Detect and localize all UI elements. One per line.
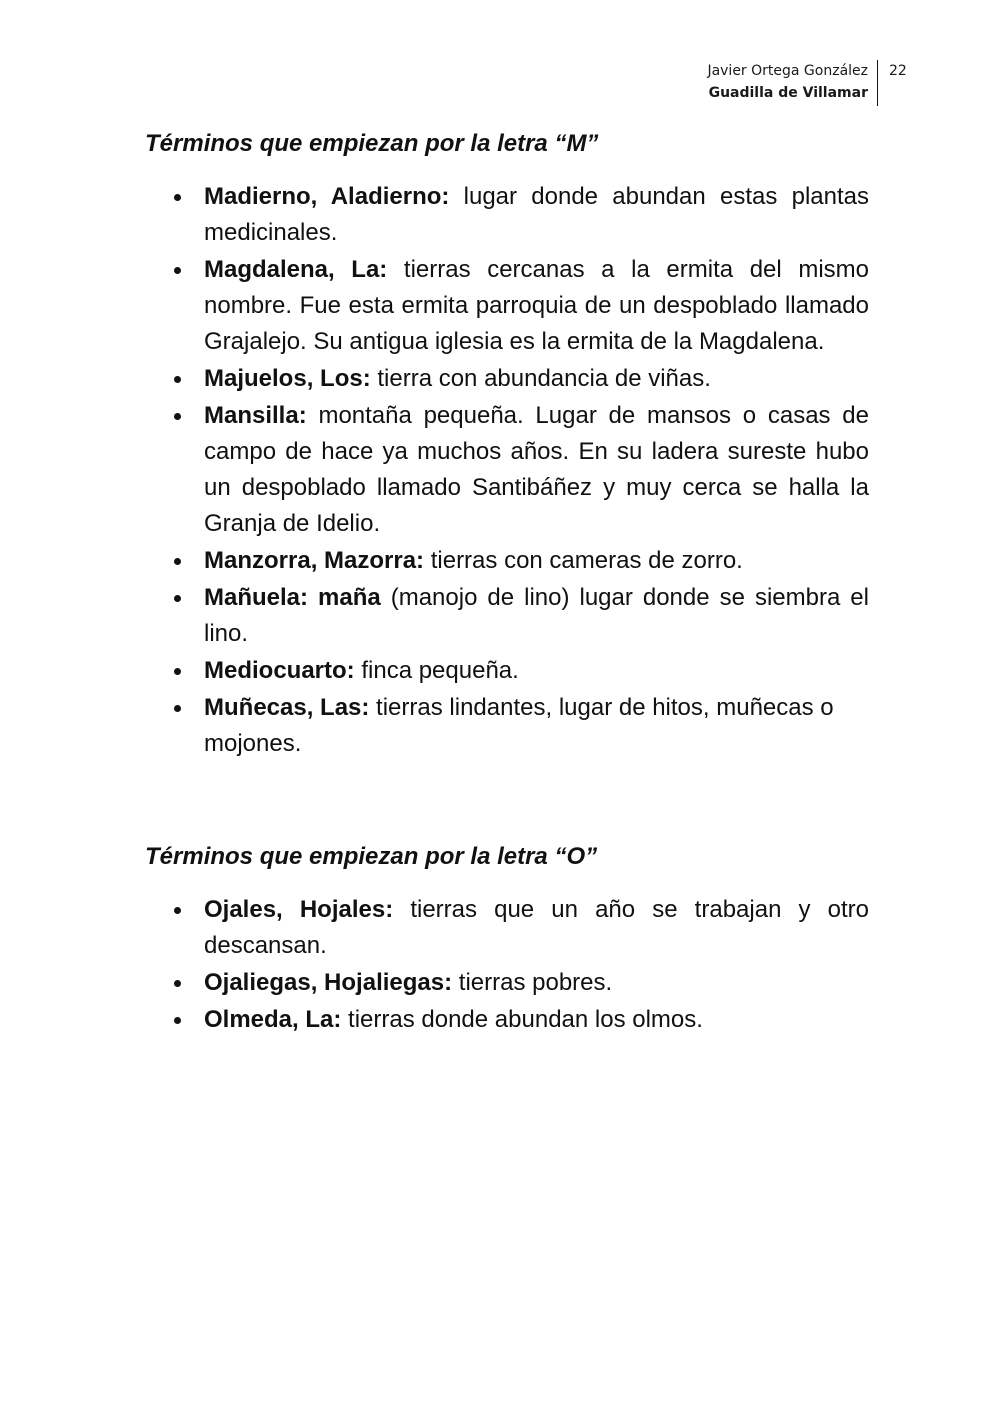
term-definition: tierras que un año se trabajan y otro descansan. [204,896,869,959]
bullet-icon [174,413,181,420]
term-definition: tierras pobres. [452,969,613,996]
list-item [204,1002,869,1038]
term-definition: (manojo de lino) lugar donde se siembra el lino. [204,584,869,647]
term-definition: finca pequeña. [354,657,519,684]
term-definition: lugar donde abundan estas plantas medicinales. [204,183,869,246]
header-author: Javier Ortega González [707,63,868,79]
list-item [204,252,869,360]
term-name: Mañuela: maña [204,584,381,611]
list-item [204,892,869,964]
bullet-icon [174,595,181,602]
term-definition: montaña pequeña. Lugar de mansos o casas de campo de hace ya muchos años. En su ladera sureste hubo un despoblado llamado Santibáñez y muy cerca se halla la Granja de Idelio. [204,402,869,537]
term-name: Mansilla: [204,402,307,429]
page-body [145,126,869,1039]
bullet-icon [174,376,181,383]
bullet-icon [174,705,181,712]
list-item [204,398,869,542]
header-divider [877,60,878,106]
term-name: Mediocuarto: [204,657,355,684]
bullet-icon [174,558,181,565]
term-definition: tierra con abundancia de viñas. [370,365,711,392]
bullet-icon [174,907,181,914]
list-item [204,653,869,689]
term-name: Magdalena, La: [204,256,388,283]
term-name: Ojales, Hojales: [204,896,394,923]
term-definition: tierras lindantes, lugar de hitos, muñecas o mojones. [204,694,834,757]
list-item [204,690,869,762]
running-header [578,60,878,106]
term-definition: tierras con cameras de zorro. [424,547,743,574]
term-name: Muñecas, Las: [204,694,370,721]
section-title-o: Términos que empiezan por la letra “O” [145,843,598,870]
section-title-m: Términos que empiezan por la letra “M” [145,130,599,157]
term-name: Olmeda, La: [204,1006,342,1033]
list-item [204,361,869,397]
bullet-icon [174,668,181,675]
list-item [204,580,869,652]
header-place: Guadilla de Villamar [708,85,868,101]
term-list-o [145,892,869,1038]
term-name: Madierno, Aladierno: [204,183,450,210]
term-name: Manzorra, Mazorra: [204,547,425,574]
bullet-icon [174,194,181,201]
term-definition: tierras donde abundan los olmos. [341,1006,703,1033]
term-name: Majuelos, Los: [204,365,371,392]
bullet-icon [174,1017,181,1024]
term-name: Ojaliegas, Hojaliegas: [204,969,453,996]
bullet-icon [174,980,181,987]
term-definition: tierras cercanas a la ermita del mismo nombre. Fue esta ermita parroquia de un despoblado llamado Grajalejo. Su antigua iglesia es la ermita de la Magdalena. [204,256,869,355]
list-item [204,179,869,251]
list-item [204,543,869,579]
term-list-m [145,179,869,762]
page-number: 22 [889,63,907,79]
list-item [204,965,869,1001]
header-text [707,60,868,104]
bullet-icon [174,267,181,274]
